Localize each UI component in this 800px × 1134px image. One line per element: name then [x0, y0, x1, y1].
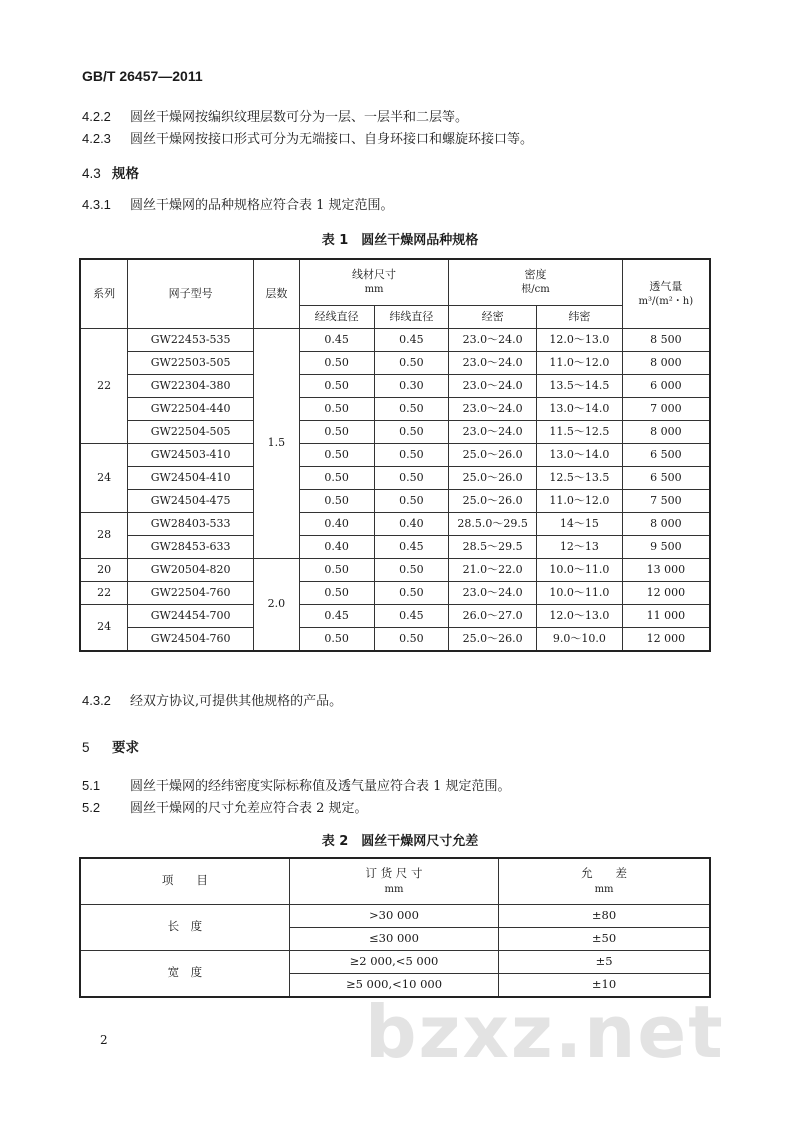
section-number: 4.3	[82, 166, 101, 181]
permeability-cell: 9 500	[622, 535, 710, 558]
weft-density-cell: 13.0～14.0	[537, 397, 623, 420]
watermark: bzxz.net	[365, 990, 725, 1074]
warp-density-cell: 23.0～24.0	[449, 397, 537, 420]
section-number: 5	[82, 740, 90, 755]
permeability-cell: 12 000	[622, 627, 710, 651]
order-size-cell: ≥5 000,<10 000	[289, 973, 498, 997]
weft-diameter-cell: 0.45	[374, 535, 449, 558]
order-size-cell: >30 000	[289, 904, 498, 927]
table-row	[80, 489, 710, 512]
warp-diameter-cell: 0.50	[299, 581, 374, 604]
header-model: 网子型号	[128, 259, 254, 328]
model-cell: GW24503-410	[128, 443, 254, 466]
header-permeability	[622, 259, 710, 328]
clause-text: 圆丝干燥网的品种规格应符合表 1 规定范围。	[130, 198, 394, 213]
table-row	[80, 535, 710, 558]
weft-diameter-cell: 0.50	[374, 558, 449, 581]
model-cell: GW22504-440	[128, 397, 254, 420]
header-series: 系列	[80, 259, 128, 328]
warp-density-cell: 28.5～29.5	[449, 535, 537, 558]
header-order-size	[289, 858, 498, 904]
width-label: 宽 度	[80, 950, 289, 997]
layers-cell: 2.0	[253, 558, 299, 651]
warp-diameter-cell: 0.50	[299, 420, 374, 443]
table-row	[80, 374, 710, 397]
header-item: 项 目	[80, 858, 289, 904]
density-label: 密度	[524, 268, 547, 282]
permeability-cell: 8 500	[622, 328, 710, 351]
model-cell: GW22503-505	[128, 351, 254, 374]
warp-density-cell: 26.0～27.0	[449, 604, 537, 627]
clause-4-3-1	[82, 194, 394, 213]
spec-table-body	[80, 328, 710, 651]
warp-diameter-cell: 0.40	[299, 535, 374, 558]
permeability-cell: 6 000	[622, 374, 710, 397]
header-warp-diameter: 经线直径	[299, 305, 374, 328]
permeability-cell: 13 000	[622, 558, 710, 581]
weft-diameter-cell: 0.45	[374, 604, 449, 627]
weft-diameter-cell: 0.50	[374, 351, 449, 374]
header-weft-density: 纬密	[537, 305, 623, 328]
weft-density-cell: 11.5～12.5	[537, 420, 623, 443]
table-row	[80, 397, 710, 420]
model-cell: GW22504-760	[128, 581, 254, 604]
tolerance-table	[79, 857, 711, 998]
clause-number: 5.2	[82, 800, 101, 815]
wire-size-label: 线材尺寸	[352, 268, 397, 282]
page-number: 2	[100, 1033, 108, 1047]
table-row	[80, 351, 710, 374]
weft-density-cell: 10.0～11.0	[537, 558, 623, 581]
weft-density-cell: 13.5～14.5	[537, 374, 623, 397]
section-title: 规格	[112, 166, 139, 182]
table-row	[80, 443, 710, 466]
weft-diameter-cell: 0.50	[374, 443, 449, 466]
warp-density-cell: 23.0～24.0	[449, 328, 537, 351]
header-layers: 层数	[253, 259, 299, 328]
weft-density-cell: 11.0～12.0	[537, 351, 623, 374]
warp-diameter-cell: 0.50	[299, 627, 374, 651]
weft-density-cell: 14～15	[537, 512, 623, 535]
warp-diameter-cell: 0.45	[299, 604, 374, 627]
header-tolerance	[499, 858, 710, 904]
warp-density-cell: 25.0～26.0	[449, 489, 537, 512]
length-label: 长 度	[80, 904, 289, 950]
table-2-title: 表 2 圆丝干燥网尺寸允差	[321, 834, 479, 849]
standard-number: GB/T 26457—2011	[82, 68, 203, 84]
weft-density-cell: 12.0～13.0	[537, 328, 623, 351]
section-4-3-heading	[82, 162, 139, 182]
tolerance-cell: ±80	[499, 904, 710, 927]
warp-density-cell: 25.0～26.0	[449, 443, 537, 466]
order-size-unit: mm	[384, 883, 404, 895]
table-row	[80, 466, 710, 489]
series-cell: 20	[80, 558, 128, 581]
model-cell: GW24504-475	[128, 489, 254, 512]
table-row	[80, 420, 710, 443]
table-row	[80, 558, 710, 581]
clause-number: 5.1	[82, 778, 101, 793]
model-cell: GW22453-535	[128, 328, 254, 351]
warp-density-cell: 23.0～24.0	[449, 374, 537, 397]
series-cell: 24	[80, 443, 128, 512]
warp-diameter-cell: 0.50	[299, 351, 374, 374]
table-row	[80, 604, 710, 627]
warp-diameter-cell: 0.45	[299, 328, 374, 351]
layers-cell: 1.5	[253, 328, 299, 558]
header-density	[449, 259, 622, 305]
wire-size-unit: mm	[364, 284, 384, 296]
weft-density-cell: 13.0～14.0	[537, 443, 623, 466]
tolerance-cell: ±5	[499, 950, 710, 973]
section-title: 要求	[112, 740, 139, 756]
series-cell: 22	[80, 581, 128, 604]
warp-density-cell: 25.0～26.0	[449, 627, 537, 651]
model-cell: GW28453-633	[128, 535, 254, 558]
tolerance-cell: ±50	[499, 927, 710, 950]
clause-5-2	[82, 797, 368, 816]
weft-diameter-cell: 0.50	[374, 420, 449, 443]
permeability-cell: 6 500	[622, 466, 710, 489]
warp-density-cell: 21.0～22.0	[449, 558, 537, 581]
tolerance-cell: ±10	[499, 973, 710, 997]
clause-4-2-2	[82, 106, 468, 125]
clause-text: 圆丝干燥网按接口形式可分为无端接口、自身环接口和螺旋环接口等。	[130, 132, 534, 147]
warp-diameter-cell: 0.50	[299, 443, 374, 466]
weft-density-cell: 11.0～12.0	[537, 489, 623, 512]
series-cell: 22	[80, 328, 128, 443]
weft-diameter-cell: 0.30	[374, 374, 449, 397]
header-weft-diameter: 纬线直径	[374, 305, 449, 328]
permeability-cell: 8 000	[622, 351, 710, 374]
model-cell: GW22304-380	[128, 374, 254, 397]
warp-density-cell: 25.0～26.0	[449, 466, 537, 489]
permeability-unit: m³/(m²・h)	[638, 295, 694, 307]
permeability-cell: 7 000	[622, 397, 710, 420]
model-cell: GW24454-700	[128, 604, 254, 627]
weft-diameter-cell: 0.50	[374, 489, 449, 512]
clause-text: 经双方协议,可提供其他规格的产品。	[130, 694, 343, 709]
permeability-cell: 12 000	[622, 581, 710, 604]
warp-density-cell: 28.5.0～29.5	[449, 512, 537, 535]
permeability-cell: 11 000	[622, 604, 710, 627]
warp-diameter-cell: 0.40	[299, 512, 374, 535]
tolerance-unit: mm	[594, 883, 614, 895]
model-cell: GW24504-410	[128, 466, 254, 489]
clause-4-2-3	[82, 128, 533, 147]
section-5-heading	[82, 736, 139, 756]
order-size-cell: ≥2 000,<5 000	[289, 950, 498, 973]
clause-number: 4.2.2	[82, 109, 111, 124]
table-row	[80, 328, 710, 351]
weft-density-cell: 9.0～10.0	[537, 627, 623, 651]
density-unit: 根/cm	[521, 284, 550, 296]
warp-density-cell: 23.0～24.0	[449, 581, 537, 604]
series-cell: 24	[80, 604, 128, 651]
clause-text: 圆丝干燥网的尺寸允差应符合表 2 规定。	[130, 801, 368, 816]
model-cell: GW28403-533	[128, 512, 254, 535]
permeability-cell: 8 000	[622, 512, 710, 535]
warp-density-cell: 23.0～24.0	[449, 420, 537, 443]
permeability-label: 透气量	[649, 279, 683, 293]
weft-diameter-cell: 0.40	[374, 512, 449, 535]
weft-diameter-cell: 0.50	[374, 397, 449, 420]
spec-table	[79, 258, 711, 652]
weft-density-cell: 12.0～13.0	[537, 604, 623, 627]
warp-diameter-cell: 0.50	[299, 489, 374, 512]
model-cell: GW22504-505	[128, 420, 254, 443]
order-size-label: 订 货 尺 寸	[365, 865, 423, 880]
clause-text: 圆丝干燥网的经纬密度实际标称值及透气量应符合表 1 规定范围。	[130, 779, 511, 794]
header-warp-density: 经密	[449, 305, 537, 328]
table-row	[80, 512, 710, 535]
table-1-title: 表 1 圆丝干燥网品种规格	[321, 233, 479, 248]
weft-diameter-cell: 0.50	[374, 627, 449, 651]
header-wire-size	[299, 259, 448, 305]
table-row	[80, 627, 710, 651]
warp-density-cell: 23.0～24.0	[449, 351, 537, 374]
model-cell: GW24504-760	[128, 627, 254, 651]
weft-density-cell: 10.0～11.0	[537, 581, 623, 604]
series-cell: 28	[80, 512, 128, 558]
permeability-cell: 7 500	[622, 489, 710, 512]
weft-diameter-cell: 0.50	[374, 466, 449, 489]
clause-5-1	[82, 775, 511, 794]
warp-diameter-cell: 0.50	[299, 466, 374, 489]
warp-diameter-cell: 0.50	[299, 558, 374, 581]
permeability-cell: 6 500	[622, 443, 710, 466]
order-size-cell: ≤30 000	[289, 927, 498, 950]
tolerance-label: 允 差	[581, 865, 628, 880]
clause-text: 圆丝干燥网按编织纹理层数可分为一层、一层半和二层等。	[130, 110, 469, 125]
warp-diameter-cell: 0.50	[299, 374, 374, 397]
permeability-cell: 8 000	[622, 420, 710, 443]
table-row	[80, 581, 710, 604]
warp-diameter-cell: 0.50	[299, 397, 374, 420]
weft-diameter-cell: 0.50	[374, 581, 449, 604]
model-cell: GW20504-820	[128, 558, 254, 581]
clause-number: 4.3.1	[82, 197, 111, 212]
weft-diameter-cell: 0.45	[374, 328, 449, 351]
clause-4-3-2	[82, 690, 342, 709]
clause-number: 4.2.3	[82, 131, 111, 146]
weft-density-cell: 12.5～13.5	[537, 466, 623, 489]
weft-density-cell: 12～13	[537, 535, 623, 558]
clause-number: 4.3.2	[82, 693, 111, 708]
